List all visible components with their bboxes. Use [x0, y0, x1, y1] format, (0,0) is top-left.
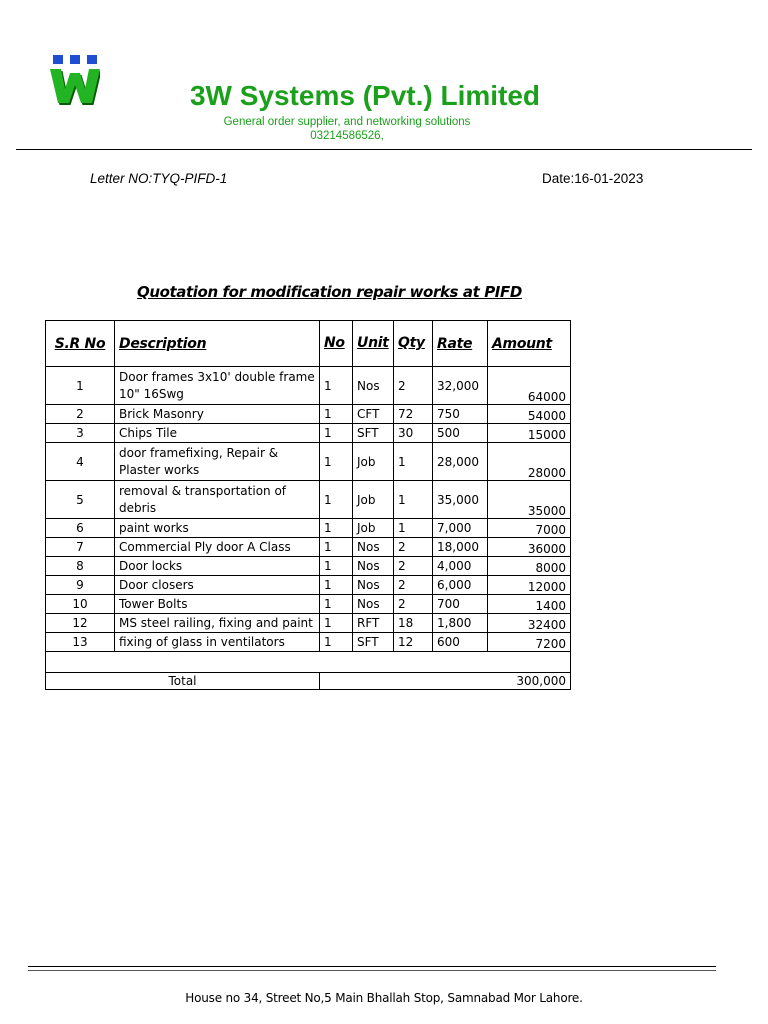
col-header-amount: Amount [488, 321, 571, 367]
col-header-sr: S.R No [46, 321, 115, 367]
cell-rate: 500 [433, 424, 488, 443]
cell-no: 1 [320, 595, 353, 614]
cell-description: door framefixing, Repair & Plaster works [115, 443, 320, 481]
cell-amount: 64000 [488, 367, 571, 405]
cell-amount: 8000 [488, 557, 571, 576]
cell-no: 1 [320, 367, 353, 405]
cell-sr: 4 [46, 443, 115, 481]
company-name: 3W Systems (Pvt.) Limited [189, 80, 541, 111]
cell-sr: 6 [46, 519, 115, 538]
cell-no: 1 [320, 557, 353, 576]
header-divider [16, 149, 752, 150]
cell-no: 1 [320, 633, 353, 652]
cell-amount: 7200 [488, 633, 571, 652]
col-header-qty: Qty [394, 321, 433, 367]
table-row [46, 614, 571, 633]
cell-sr: 12 [46, 614, 115, 633]
cell-unit: SFT [353, 633, 394, 652]
cell-unit: Job [353, 443, 394, 481]
letter-number: Letter NO:TYQ-PIFD-1 [90, 171, 228, 186]
cell-rate: 750 [433, 405, 488, 424]
table-row [46, 443, 571, 481]
cell-unit: Nos [353, 557, 394, 576]
cell-qty: 2 [394, 595, 433, 614]
cell-description: Tower Bolts [115, 595, 320, 614]
cell-no: 1 [320, 538, 353, 557]
cell-sr: 8 [46, 557, 115, 576]
table-row [46, 481, 571, 519]
cell-no: 1 [320, 481, 353, 519]
cell-description: Commercial Ply door A Class [115, 538, 320, 557]
letter-date: Date:16-01-2023 [542, 171, 644, 186]
cell-description: paint works [115, 519, 320, 538]
cell-qty: 1 [394, 519, 433, 538]
table-row [46, 538, 571, 557]
table-row [46, 633, 571, 652]
cell-qty: 2 [394, 557, 433, 576]
cell-no: 1 [320, 576, 353, 595]
company-tagline [0, 115, 694, 143]
footer-divider-bottom [28, 970, 716, 971]
cell-sr: 9 [46, 576, 115, 595]
cell-description: fixing of glass in ventilators [115, 633, 320, 652]
table-row [46, 405, 571, 424]
phone-number: 03214586526, [310, 130, 384, 142]
cell-rate: 4,000 [433, 557, 488, 576]
cell-no: 1 [320, 614, 353, 633]
cell-qty: 2 [394, 367, 433, 405]
cell-unit: Nos [353, 595, 394, 614]
cell-amount: 1400 [488, 595, 571, 614]
footer-divider-top [28, 966, 716, 967]
table-row [46, 424, 571, 443]
cell-sr: 1 [46, 367, 115, 405]
cell-sr: 13 [46, 633, 115, 652]
cell-no: 1 [320, 443, 353, 481]
cell-amount: 28000 [488, 443, 571, 481]
cell-amount: 35000 [488, 481, 571, 519]
cell-qty: 18 [394, 614, 433, 633]
cell-unit: Job [353, 519, 394, 538]
cell-sr: 2 [46, 405, 115, 424]
cell-rate: 18,000 [433, 538, 488, 557]
cell-unit: Job [353, 481, 394, 519]
cell-rate: 7,000 [433, 519, 488, 538]
quotation-title: Quotation for modification repair works at PIFD [137, 283, 522, 301]
blank-row [46, 652, 571, 673]
cell-description: Door locks [115, 557, 320, 576]
tagline-text: General order supplier, and networking solutions [223, 116, 471, 128]
cell-unit: Nos [353, 367, 394, 405]
cell-qty: 1 [394, 443, 433, 481]
cell-qty: 2 [394, 538, 433, 557]
cell-unit: CFT [353, 405, 394, 424]
cell-sr: 5 [46, 481, 115, 519]
cell-description: Chips Tile [115, 424, 320, 443]
cell-no: 1 [320, 405, 353, 424]
total-label: Total [46, 673, 320, 690]
cell-rate: 600 [433, 633, 488, 652]
cell-rate: 1,800 [433, 614, 488, 633]
cell-amount: 12000 [488, 576, 571, 595]
col-header-description: Description [115, 321, 320, 367]
cell-description: MS steel railing, fixing and paint [115, 614, 320, 633]
cell-unit: Nos [353, 538, 394, 557]
cell-qty: 72 [394, 405, 433, 424]
table-row [46, 367, 571, 405]
cell-sr: 3 [46, 424, 115, 443]
cell-qty: 12 [394, 633, 433, 652]
col-header-rate: Rate [433, 321, 488, 367]
cell-sr: 7 [46, 538, 115, 557]
table-row [46, 595, 571, 614]
total-value: 300,000 [320, 673, 571, 690]
cell-rate: 700 [433, 595, 488, 614]
cell-qty: 1 [394, 481, 433, 519]
table-row [46, 519, 571, 538]
cell-amount: 7000 [488, 519, 571, 538]
cell-rate: 28,000 [433, 443, 488, 481]
cell-rate: 35,000 [433, 481, 488, 519]
cell-amount: 36000 [488, 538, 571, 557]
cell-amount: 54000 [488, 405, 571, 424]
cell-unit: Nos [353, 576, 394, 595]
cell-qty: 2 [394, 576, 433, 595]
cell-no: 1 [320, 424, 353, 443]
cell-rate: 32,000 [433, 367, 488, 405]
cell-unit: SFT [353, 424, 394, 443]
cell-description: Door closers [115, 576, 320, 595]
cell-qty: 30 [394, 424, 433, 443]
blank-cell [46, 652, 571, 673]
company-address: House no 34, Street No,5 Main Bhallah Stop, Samnabad Mor Lahore. [185, 991, 583, 1005]
cell-description: Brick Masonry [115, 405, 320, 424]
cell-description: Door frames 3x10' double frame 10" 16Swg [115, 367, 320, 405]
cell-rate: 6,000 [433, 576, 488, 595]
table-row [46, 576, 571, 595]
cell-sr: 10 [46, 595, 115, 614]
col-header-no: No [320, 321, 353, 367]
total-row [46, 673, 571, 690]
quotation-table [45, 320, 571, 690]
cell-no: 1 [320, 519, 353, 538]
cell-amount: 32400 [488, 614, 571, 633]
table-header-row [46, 321, 571, 367]
cell-unit: RFT [353, 614, 394, 633]
cell-amount: 15000 [488, 424, 571, 443]
col-header-unit: Unit [353, 321, 394, 367]
cell-description: removal & transportation of debris [115, 481, 320, 519]
table-row [46, 557, 571, 576]
